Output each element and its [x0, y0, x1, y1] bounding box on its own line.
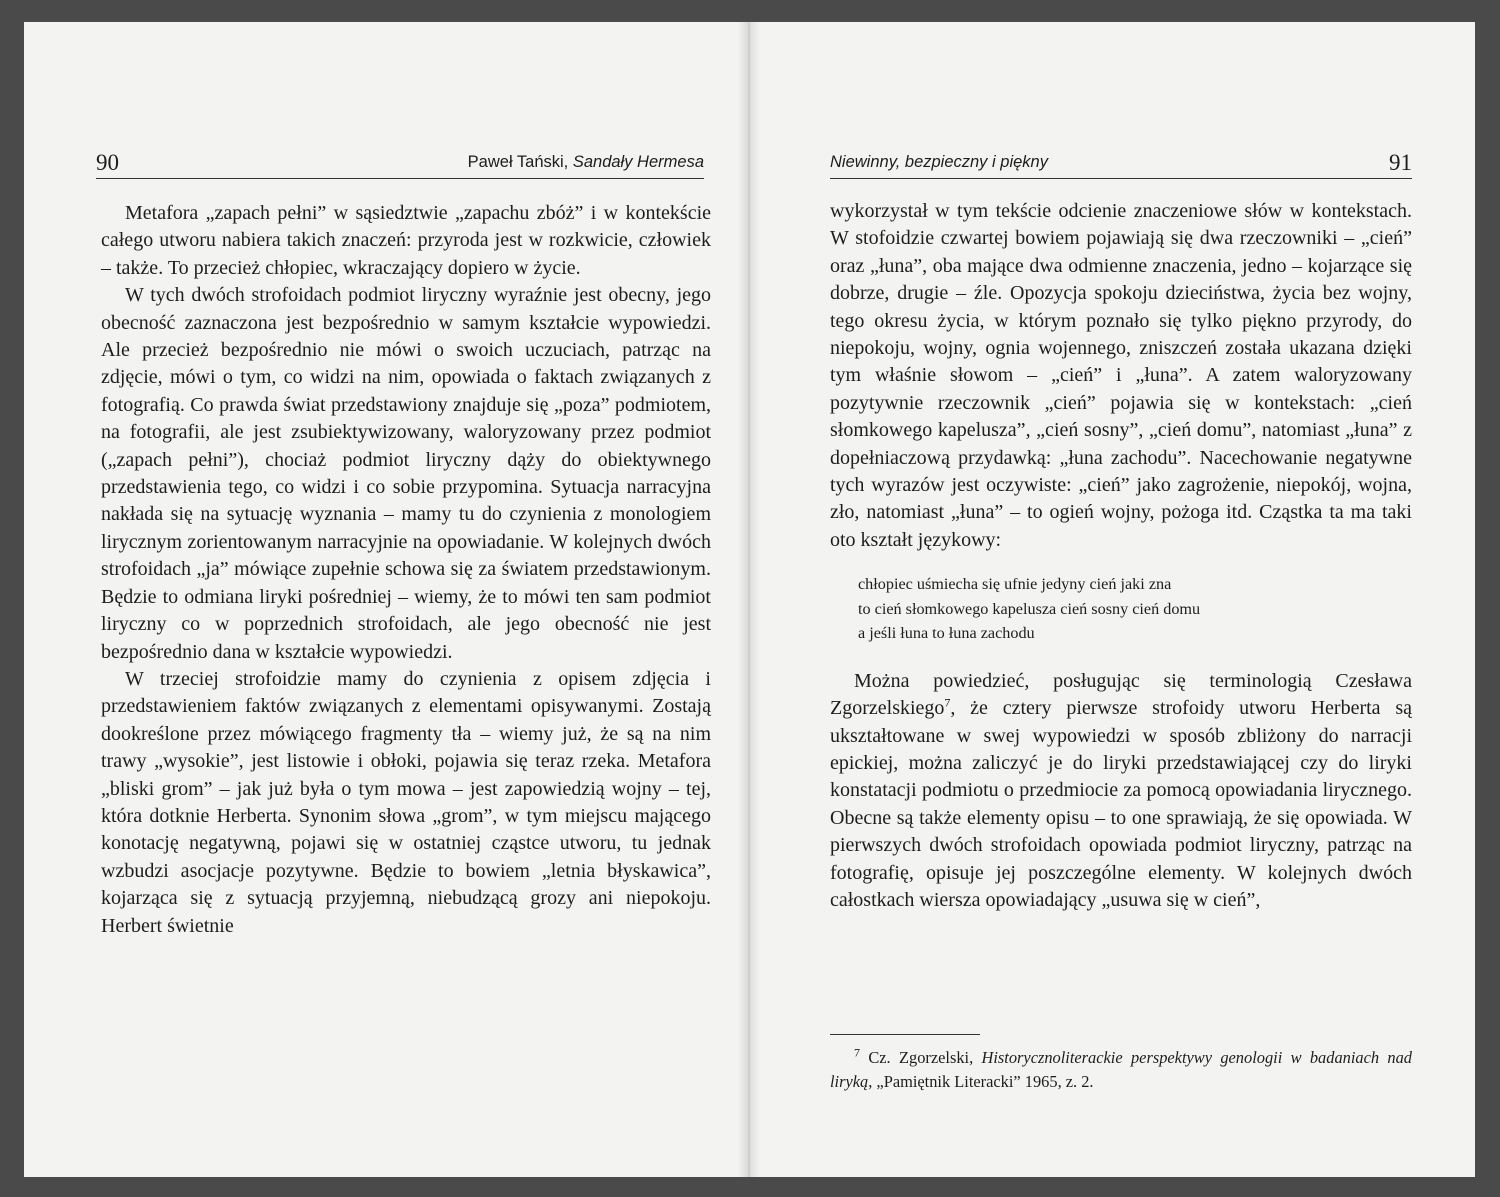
running-head-title: Sandały Hermesa: [572, 153, 704, 171]
paragraph: Metafora „zapach pełni” w sąsiedztwie „zapachu zbóż” i w kontekście całego utworu nabiera takich znaczeń: przyroda jest w rozkwicie, człowiek – także. To przecież chłopiec, wkraczający dopiero w życie.: [101, 202, 711, 279]
poem-line: a jeśli łuna to łuna zachodu: [858, 624, 1035, 643]
footnote-marker: 7: [854, 1045, 860, 1060]
book-spine-shadow: [738, 22, 760, 1177]
left-page: [24, 22, 748, 1177]
paragraph-text: , że cztery pierwsze strofoidy utworu Herberta są ukształtowane w swej wypowiedzi w sposób zbliżony do narracji epickiej, można zaliczyć je do liryki przedstawiającej czy do liryki konstatacji podmiotu o przedmiocie za pomocą opowiadania lirycznego. Obecne są także elementy opisu – to one sprawiają, że się opowiada. W pierwszych dwóch strofoidach opowiada podmiot liryczny, patrząc na fotografię, opisuje jej poszczególne elementy. W kolejnych dwóch całostkach wiersza opowiadający „usuwa się w cień”,: [830, 697, 1412, 912]
poem-line: to cień słomkowego kapelusza cień sosny cień domu: [858, 599, 1201, 618]
paragraph: wykorzystał w tym tekście odcienie znaczeniowe słów w kontekstach. W stofoidzie czwartej bowiem pojawiają się dwa rzeczowniki – „cień” oraz „łuna”, oba mające dwa odmienne znaczenia, jedno – kojarzące się dobrze, drugie – źle. Opozycja spokoju dzieciństwa, życia bez wojny, tego okresu życia, w którym poznało się tylko piękno przyrody, do niepokoju, wojny, ognia wojennego, zniszczeń została ukazana dzięki tym właśnie słowom – „cień” i „łuna”. A zatem waloryzowany pozytywnie rzeczownik „cień” pojawia się w kontekstach: „cień słomkowego kapelusza”, „cień sosny”, „cień domu”, natomiast „łuna” z dopełniaczową przydawką: „łuna zachodu”. Nacechowanie negatywne tych wyrazów jest oczywiste: „cień” jako zagrożenie, niepokój, wojna, zło, natomiast „łuna” – to ogień wojny, pożoga itd. Cząstka ta ma taki oto kształt językowy:: [830, 200, 1412, 551]
poem-quote: [858, 572, 1412, 646]
running-head: [468, 153, 704, 172]
page-number: 91: [1389, 150, 1412, 175]
right-page-body: [830, 198, 1412, 914]
right-page: [748, 22, 1475, 1177]
footnote-title: Historycznoliterackie perspektywy genologii w badaniach nad liryką: [830, 1048, 1412, 1091]
footnote-rule: [830, 1034, 980, 1035]
running-head-author: Paweł Tański,: [467, 153, 573, 171]
paragraph: [830, 668, 1412, 915]
left-page-body: [101, 200, 711, 940]
footnote-source: , „Pamiętnik Literacki” 1965, z. 2.: [868, 1072, 1094, 1091]
poem-line: chłopiec uśmiecha się ufnie jedyny cień jaki zna: [858, 575, 1172, 594]
page-number: 90: [96, 150, 119, 175]
paragraph: W trzeciej strofoidzie mamy do czynienia z opisem zdjęcia i przedstawieniem faktów związanych z elementami opisywanymi. Zostają dookreślone przez mówiącego fragmenty tła – wiemy już, że są na nim trawy „wysokie”, jest listowie i obłoki, pojawia się teraz rzeka. Metafora „bliski grom” – jak już była o tym mowa – jest zapowiedzią wojny – tej, która dotknie Herberta. Synonim słowa „grom”, w tym miejscu mającego konotację negatywną, pojawi się w ostatniej cząstce utworu, tu jednak wzbudzi asocjacje pozytywne. Będzie to bowiem „letnia błyskawica”, kojarząca się z sytuacją przyjemną, niebudzącą grozy ani niepokoju. Herbert świetnie: [101, 667, 711, 937]
footnote: [830, 1046, 1412, 1094]
paragraph-text: Można powiedzieć, posługując się terminologią Czesława Zgorzelskiego: [830, 669, 1412, 720]
running-head: Niewinny, bezpieczny i piękny: [830, 153, 1048, 171]
footnote-reference: 7: [944, 695, 951, 710]
footnote-author: Cz. Zgorzelski,: [860, 1048, 982, 1067]
right-page-header: [830, 140, 1412, 179]
paragraph: W tych dwóch strofoidach podmiot liryczny wyraźnie jest obecny, jego obecność zaznaczona jest bezpośrednio w samym kształcie wypowiedzi. Ale przecież bezpośrednio nie mówi o swoich uczuciach, patrząc na zdjęcie, mówi o tym, co widzi na nim, opowiada o faktach związanych z fotografią. Co prawda świat przedstawiony znajduje się „poza” podmiotem, na fotografii, ale jest zsubiektywizowany, waloryzowany przez podmiot („zapach pełni”), chociaż podmiot liryczny dąży do obiektywnego przedstawienia tego, co widzi i co sobie przypomina. Sytuacja narracyjna nakłada się na sytuację wyznania – mamy tu do czynienia z monologiem lirycznym zorientowanym narracyjnie na opowiadanie. W kolejnych dwóch strofoidach „ja” mówiące zupełnie schowa się za światem przedstawionym. Będzie to odmiana liryki pośredniej – wiemy, że to mówi ten sam podmiot liryczny co w poprzednich strofoidach, ale jego obecność nie jest bezpośrednio dana w kształcie wypowiedzi.: [101, 284, 711, 663]
left-page-header: [96, 140, 704, 179]
